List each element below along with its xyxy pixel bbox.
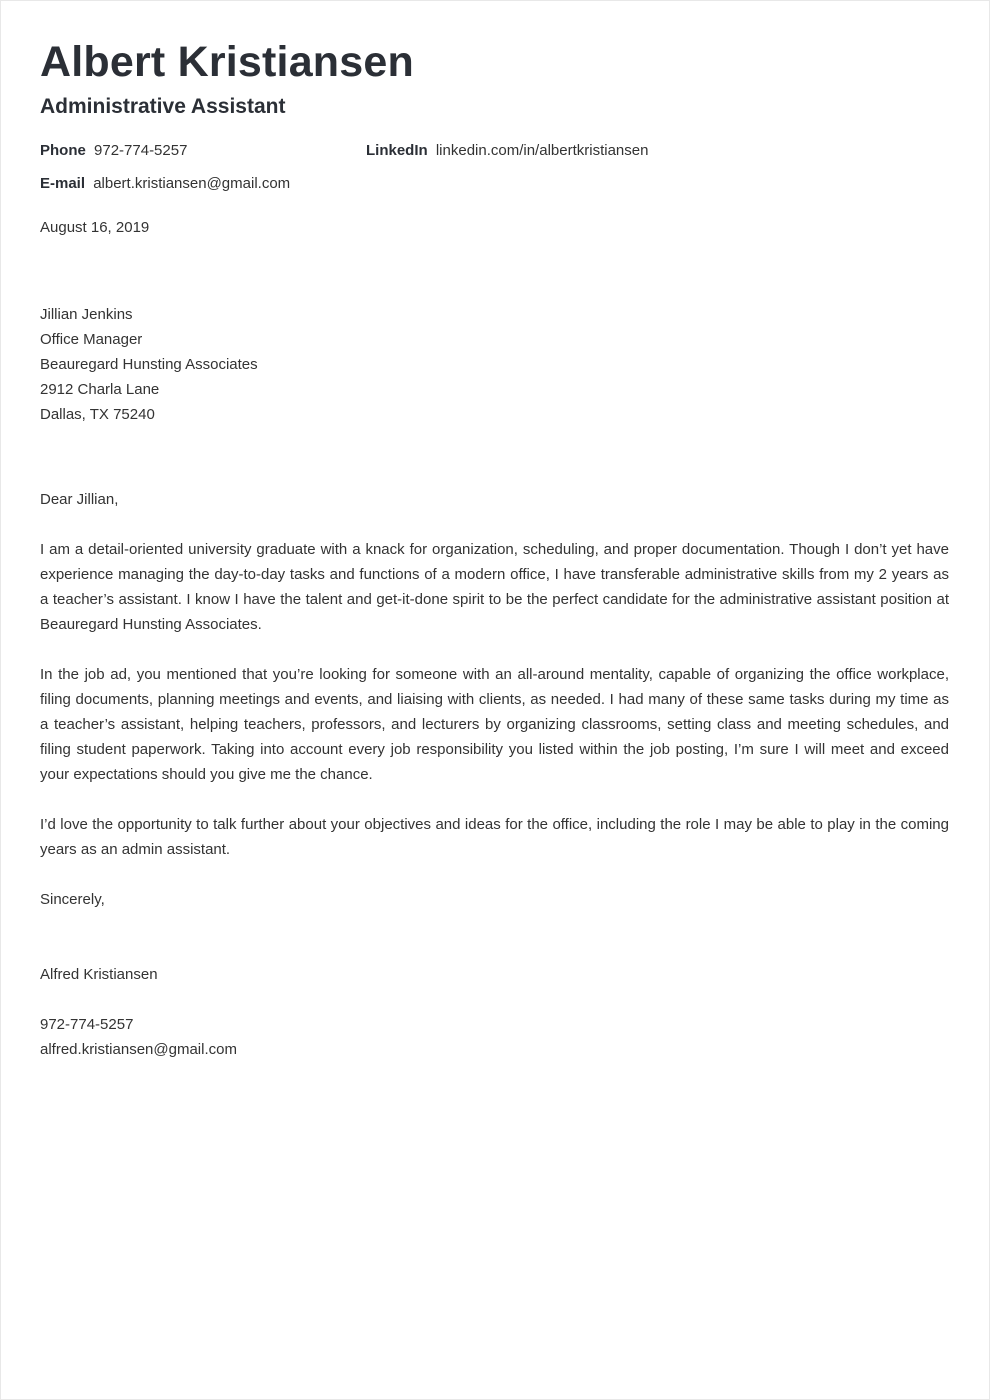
email-value: albert.kristiansen@gmail.com	[93, 175, 291, 192]
recipient-street: 2912 Charla Lane	[40, 381, 160, 398]
paragraph-closing: I’d love the opportunity to talk further about your objectives and ideas for the office, including the role I may be able to play in the coming years as an admin assistant.	[40, 816, 949, 858]
recipient-name: Jillian Jenkins	[40, 306, 133, 323]
letter-date: August 16, 2019	[40, 219, 150, 236]
paragraph-experience: In the job ad, you mentioned that you’re looking for someone with an all-around mentality, capable of organizing the office workplace, filing documents, planning meetings and events, and liaising with clients, as needed. I had many of these same tasks during my time as a teacher’s assistant, helping teachers, professors, and lecturers by organizing classrooms, setting class and meeting schedules, and filing student paperwork. Taking into account every job responsibility you listed within the job posting, I’m sure I will meet and exceed your expectations should you give me the chance.	[40, 666, 949, 783]
phone-label: Phone	[40, 142, 86, 159]
linkedin-label: LinkedIn	[366, 142, 428, 159]
cover-letter	[40, 36, 949, 1058]
applicant-name: Albert Kristiansen	[40, 38, 414, 86]
phone-value: 972-774-5257	[94, 142, 188, 159]
closing: Sincerely,	[40, 891, 105, 908]
paragraph-intro: I am a detail-oriented university graduate with a knack for organization, scheduling, and proper documentation. Though I don’t yet have experience managing the day-to-day tasks and functions of a modern office, I have transferable administrative skills from my 2 years as a teacher’s assistant. I know I have the talent and get-it-done spirit to be the perfect candidate for the administrative assistant position at Beauregard Hunsting Associates.	[40, 541, 949, 633]
job-title: Administrative Assistant	[40, 95, 286, 118]
contact-info	[40, 138, 949, 194]
letter-body	[40, 487, 949, 1062]
contact-linkedin	[366, 141, 648, 161]
signature-phone: 972-774-5257	[40, 1016, 134, 1033]
signature-email: alfred.kristiansen@gmail.com	[40, 1041, 237, 1058]
recipient-block	[40, 302, 258, 427]
signature-name: Alfred Kristiansen	[40, 966, 158, 983]
contact-phone	[40, 141, 187, 161]
recipient-city: Dallas, TX 75240	[40, 406, 155, 423]
email-label: E-mail	[40, 175, 86, 192]
greeting: Dear Jillian,	[40, 491, 119, 508]
recipient-role: Office Manager	[40, 331, 143, 348]
recipient-company: Beauregard Hunsting Associates	[40, 356, 258, 373]
linkedin-value: linkedin.com/in/albertkristiansen	[435, 142, 649, 159]
contact-email	[40, 174, 290, 194]
signature-contact	[40, 1012, 949, 1062]
